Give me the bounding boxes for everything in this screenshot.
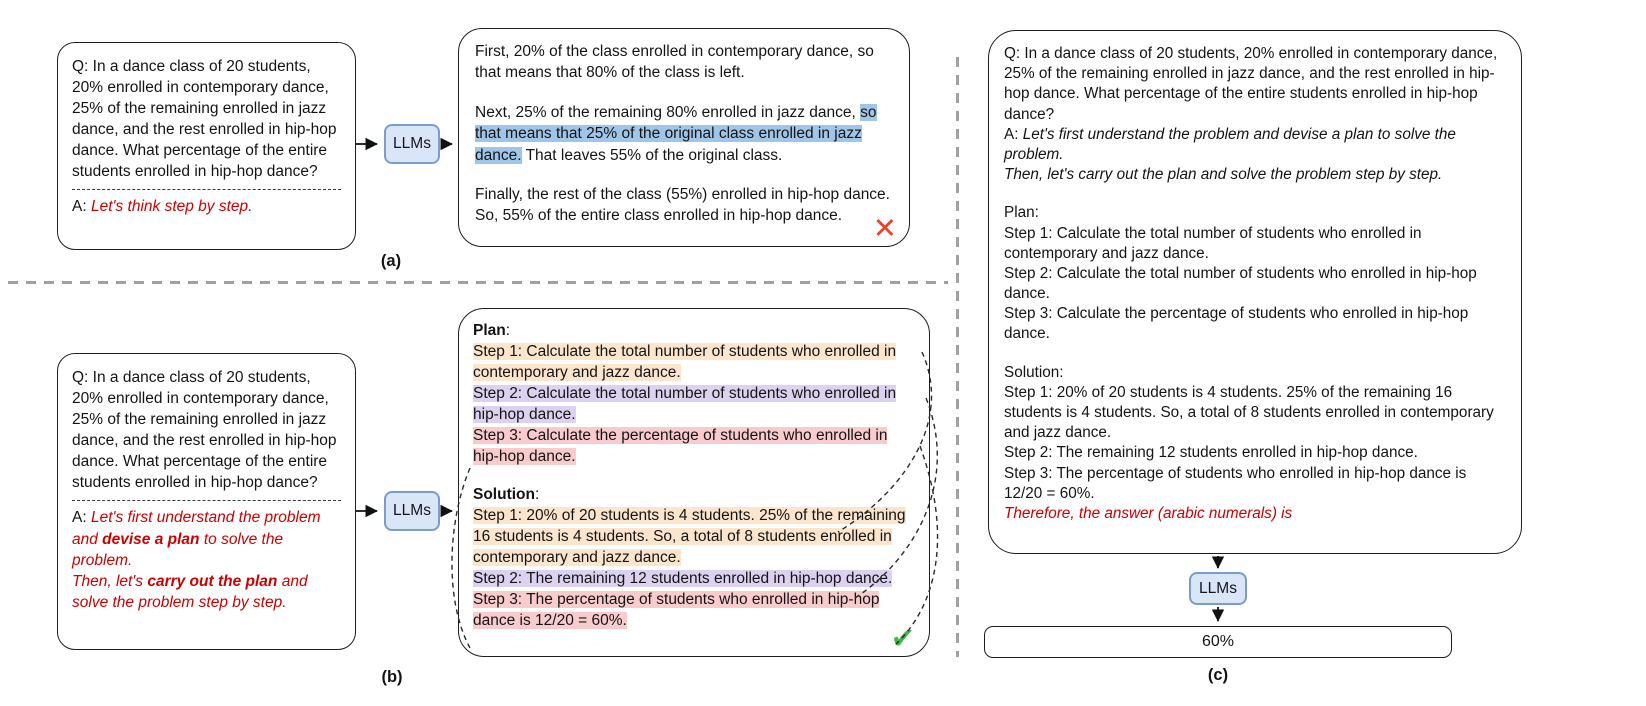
cot-trigger-text: Let's think step by step. [90,198,253,216]
panel-a-output-p2 [475,102,893,166]
llms-label: LLMs [1199,579,1237,597]
plan-step-text: Step 2: Calculate the total number of students who enrolled in hip-hop dance. [1004,264,1477,303]
panel-a-llms-box [384,124,440,164]
panel-c-question-text [1004,44,1506,125]
orange-highlighted-text: Step 1: 20% of 20 students is 4 students. 25% of the remaining 16 students is 4 students. So, a total of 8 students enrolled in contemporary and jazz dance. [473,506,906,566]
panel-c-plan-trigger [1004,125,1506,165]
panel-a-output-box [458,28,910,247]
ps-trigger-text: Let's first understand the problem and [72,509,321,548]
plan-label: Plan: [1004,204,1039,222]
blank-line [475,84,893,102]
plan-step-1 [473,341,915,383]
blank-line [473,468,915,484]
panel-c-label: (c) [1207,666,1229,684]
output-text: That leaves 55% of the original class. [521,146,783,164]
plan-step-text: Step 3: Calculate the percentage of students who enrolled in hip-hop dance. [1004,305,1469,343]
blank-line [1004,185,1506,203]
panel-c-llms-box [1189,572,1247,605]
orange-highlighted-text: Step 1: Calculate the total number of students who enrolled in contemporary and jazz dance. [473,343,897,382]
panel-c-solve-trigger [1004,165,1506,185]
final-answer-text: 60% [1201,633,1235,650]
panel-b-label: (b) [381,668,403,686]
solution-heading [473,484,915,505]
panel-a-question-box [57,42,356,250]
panel-a-answer-prompt [72,196,341,217]
panel-b-question-box [57,353,356,650]
pink-highlighted-text: Step 3: The percentage of students who enrolled in hip-hop dance is 12/20 = 60%. [473,590,880,630]
ps-trigger-bold: carry out the plan [147,572,278,590]
solution-step-1 [473,505,915,568]
answer-prefix: A: [72,509,91,527]
llms-label: LLMs [393,502,431,519]
ps-trigger-text: Then, let's [72,572,148,590]
plan-step-2 [473,383,915,425]
solution-step-2 [1004,443,1506,463]
output-text: Finally, the rest of the class (55%) enrolled in hip-hop dance. So, 55% of the entire class enrolled in hip-hop dance. [475,185,890,225]
plan-heading [473,320,915,341]
plan-step-2 [1004,264,1506,304]
panel-a-output-p3 [475,184,893,227]
solution-step-3 [473,589,915,631]
blank-line [1004,345,1506,363]
output-text: Next, 25% of the remaining 80% enrolled in jazz dance, [475,103,861,121]
llms-label: LLMs [393,135,431,152]
purple-highlighted-text: Step 2: The remaining 12 students enrolled in hip-hop dance. [473,569,893,587]
prompt-separator [72,189,341,190]
plan-label: Plan [473,322,506,339]
solution-heading [1004,363,1506,383]
plan-step-text: Step 1: Calculate the total number of students who enrolled in contemporary and jazz dance. [1004,224,1422,262]
question-text: Q: In a dance class of 20 students, 20% enrolled in contemporary dance, 25% of the remaining enrolled in jazz dance, and the rest enrolled in hip-hop dance. What percentage of the entire students enrolled in hip-hop dance? [1004,45,1498,123]
solution-step-1 [1004,383,1506,444]
ps-trigger-text: and solve the problem step by step. [72,572,308,611]
solution-label: Solution: [1004,363,1064,381]
purple-highlighted-text: Step 2: Calculate the total number of students who enrolled in hip-hop dance. [473,385,897,424]
solution-step-text: Step 3: The percentage of students who enrolled in hip-hop dance is 12/20 = 60%. [1004,464,1467,502]
panel-b-output-box [458,308,930,657]
panel-a-output-p1 [475,41,893,84]
panel-b-answer-prompt [72,507,341,570]
solution-step-text: Step 1: 20% of 20 students is 4 students. 25% of the remaining 16 students is 4 students. So, a total of 8 students enrolled in contemporary and jazz dance. [1004,383,1494,442]
ps-trigger-line1: Let's first understand the problem and devise a plan to solve the problem. [1004,125,1456,163]
plan-step-3 [1004,304,1506,344]
panel-a-question-text [72,56,341,182]
plan-heading [1004,203,1506,223]
pink-highlighted-text: Step 3: Calculate the percentage of students who enrolled in hip-hop dance. [473,427,888,466]
panel-b-question-text [72,367,341,493]
blank-line [475,166,893,184]
question-text: Q: In a dance class of 20 students, 20% enrolled in contemporary dance, 25% of the remaining enrolled in jazz dance, and the rest enrolled in hip-hop dance. What percentage of the entire students enrolled in hip-hop dance? [72,58,337,181]
answer-prefix: A: [1004,125,1023,143]
plan-step-1 [1004,224,1506,264]
panel-a-label: (a) [380,252,402,270]
output-text: First, 20% of the class enrolled in contemporary dance, so that means that 80% of the class is left. [475,43,874,82]
ps-trigger-text: to solve the problem. [72,530,284,569]
colon: : [535,485,540,503]
panel-b-llms-box [384,491,440,531]
ps-trigger-bold: devise a plan [102,530,200,548]
colon: : [505,322,511,339]
plan-step-3 [473,425,915,467]
horizontal-dashed-divider [8,281,948,284]
solution-label: Solution [473,485,535,503]
solution-step-text: Step 2: The remaining 12 students enrolled in hip-hop dance. [1004,444,1418,462]
answer-prefix: A: [72,198,91,216]
answer-extraction-trigger [1004,504,1506,524]
panel-c-final-answer-box [984,626,1452,658]
panel-b-answer-prompt-line2 [72,571,341,613]
answer-trigger-text: Therefore, the answer (arabic numerals) is [1004,504,1293,522]
vertical-dashed-divider [956,57,959,657]
blue-highlighted-text: so that means that 25% of the original class enrolled in jazz dance. [475,103,877,164]
question-text: Q: In a dance class of 20 students, 20% enrolled in contemporary dance, 25% of the remaining enrolled in jazz dance, and the rest enrolled in hip-hop dance. What percentage of the entire students enrolled in hip-hop dance? [72,369,337,492]
prompt-separator [72,500,341,501]
solution-step-3 [1004,464,1506,504]
correct-answer-icon: ✔ [890,623,915,655]
wrong-answer-icon: ✕ [872,213,897,245]
solution-step-2 [473,568,915,589]
ps-trigger-line2: Then, let's carry out the plan and solve the problem step by step. [1004,166,1443,184]
panel-c-prompt-box [988,30,1522,554]
